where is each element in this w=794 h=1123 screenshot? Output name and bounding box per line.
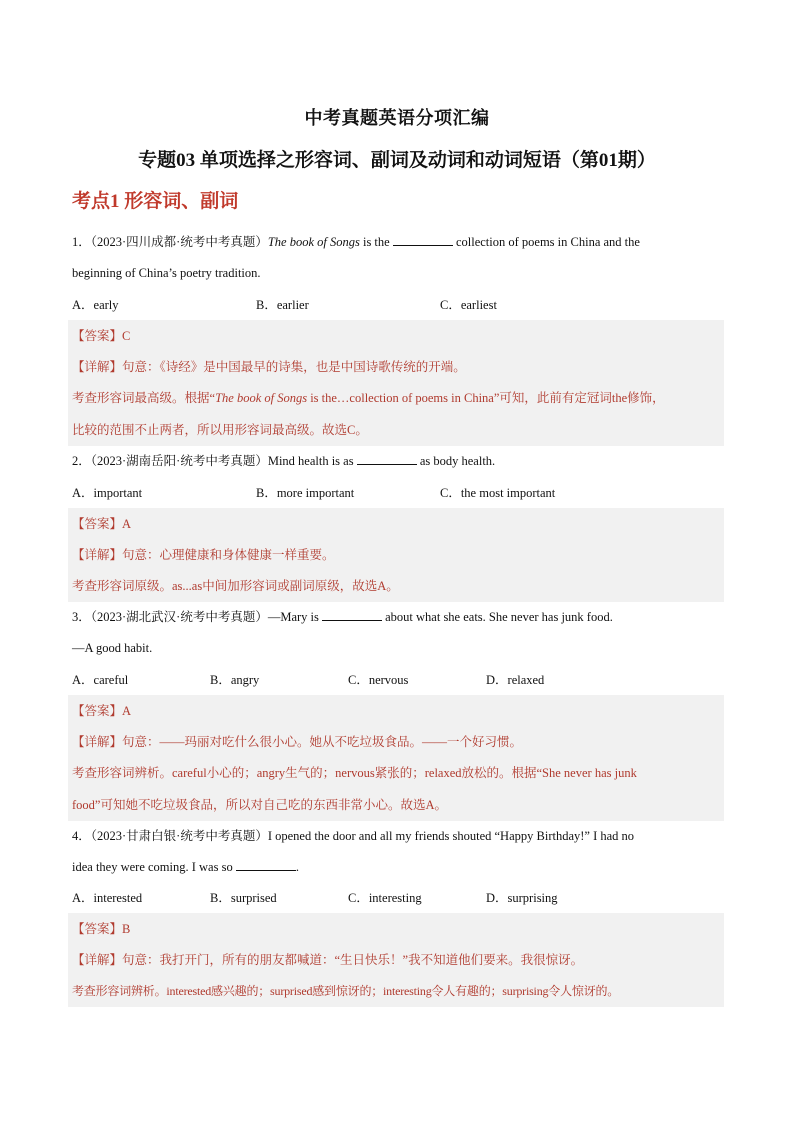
q4-option-d: D．surprising bbox=[486, 891, 558, 905]
q4-analysis: 考查形容词辨析。interested感兴趣的；surprised感到惊讶的；interesting令人有趣的；surprising令人惊讶的。 bbox=[72, 984, 620, 998]
q3-detail: 【详解】句意：——玛丽对吃什么很小心。她从不吃垃圾食品。——一个好习惯。 bbox=[72, 735, 523, 749]
q1-answer: 【答案】C bbox=[72, 329, 131, 343]
answer-blank bbox=[393, 233, 453, 246]
q4-option-c: C．interesting bbox=[348, 891, 422, 905]
q3-option-c: C．nervous bbox=[348, 673, 409, 687]
section-heading: 考点1 形容词、副词 bbox=[72, 191, 239, 212]
answer-blank bbox=[236, 858, 296, 871]
q4-option-a: A．interested bbox=[72, 891, 143, 905]
q4-answer: 【答案】B bbox=[72, 922, 131, 936]
document-subtitle: 专题03 单项选择之形容词、副词及动词和动词短语（第01期） bbox=[138, 150, 656, 171]
q1-detail: 【详解】句意：《诗经》是中国最早的诗集，也是中国诗歌传统的开端。 bbox=[72, 360, 466, 374]
q2-option-b: B．more important bbox=[256, 486, 355, 500]
question-1-stem: 1．（2023·四川成都·统考中考真题）The book of Songs is the collection of poems in China and the bbox=[72, 235, 640, 249]
question-4-stem-line2: idea they were coming. I was so . bbox=[72, 860, 299, 874]
q1-option-c: C．earliest bbox=[440, 298, 497, 312]
question-3-stem: 3．（2023·湖北武汉·统考中考真题）—Mary is about what she eats. She never has junk food. bbox=[72, 610, 613, 624]
q3-analysis-line1: 考查形容词辨析。careful小心的；angry生气的；nervous紧张的；relaxed放松的。根据“She never has junk bbox=[72, 766, 637, 780]
q3-option-b: B．angry bbox=[210, 673, 260, 687]
q2-answer: 【答案】A bbox=[72, 517, 132, 531]
question-1-stem-line2: beginning of China’s poetry tradition. bbox=[72, 266, 261, 280]
q4-detail: 【详解】句意：我打开门，所有的朋友都喊道：“生日快乐！”我不知道他们要来。我很惊讶。 bbox=[72, 953, 584, 967]
q3-analysis-line2: food”可知她不吃垃圾食品，所以对自己吃的东西非常小心。故选A。 bbox=[72, 798, 447, 812]
q2-detail: 【详解】句意：心理健康和身体健康一样重要。 bbox=[72, 548, 335, 562]
q3-option-d: D．relaxed bbox=[486, 673, 545, 687]
answer-blank bbox=[322, 608, 382, 621]
q1-analysis-line2: 比较的范围不止两者，所以用形容词最高级。故选C。 bbox=[72, 423, 368, 437]
q3-option-a: A．careful bbox=[72, 673, 129, 687]
q1-analysis-line1: 考查形容词最高级。根据“The book of Songs is the…collection of poems in China”可知，此前有定冠词the修饰， bbox=[72, 391, 665, 405]
q2-option-c: C．the most important bbox=[440, 486, 556, 500]
question-2-stem: 2．（2023·湖南岳阳·统考中考真题）Mind health is as as body health. bbox=[72, 454, 496, 468]
q1-option-a: A．early bbox=[72, 298, 119, 312]
q2-option-a: A．important bbox=[72, 486, 143, 500]
answer-blank bbox=[357, 452, 417, 465]
question-4-stem: 4．（2023·甘肃白银·统考中考真题）I opened the door and all my friends shouted “Happy Birthday!” I had no bbox=[72, 829, 635, 843]
document-title: 中考真题英语分项汇编 bbox=[304, 108, 490, 128]
q4-option-b: B．surprised bbox=[210, 891, 277, 905]
q1-option-b: B．earlier bbox=[256, 298, 309, 312]
question-3-stem-line2: —A good habit. bbox=[72, 641, 153, 655]
q2-analysis: 考查形容词原级。as...as中间加形容词或副词原级，故选A。 bbox=[72, 579, 399, 593]
q3-answer: 【答案】A bbox=[72, 704, 132, 718]
